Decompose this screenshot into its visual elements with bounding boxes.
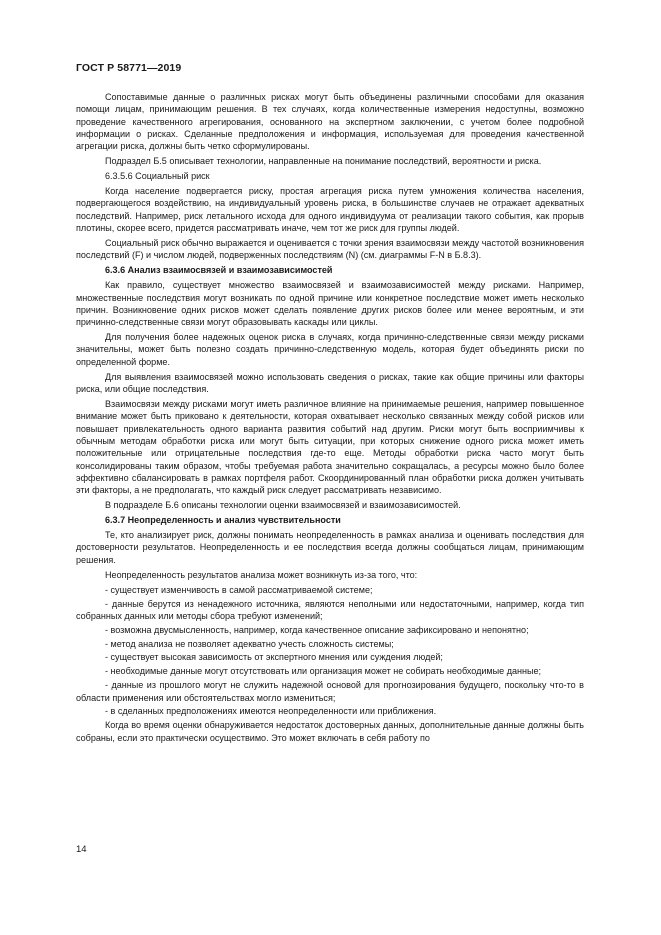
paragraph: Для получения более надежных оценок риска в случаях, когда причинно-следственные связи между рисками значительны, может быть полезно создать причинно-следственную модель, которая будет объединять риски по определенной форме. [76,332,584,367]
paragraph: Взаимосвязи между рисками могут иметь различное влияние на принимаемые решения, например повышенное внимание может быть приковано к деятельности, которая охватывает несколько связанных между собой рисков или повышает привлекательность одного варианта развития событий над другим. Риски могут быть восприимчивы к обычным методам обработки риска или могут быть ситуации, при которых снижение одного риска может иметь положительные или отрицательные последствия где-то еще. Методы обработки риска часто могут быть консолидированы таким образом, чтобы требуемая работа значительно сокращалась, а ресурсы можно было более эффективно сбалансировать в рамках портфеля работ. Скоординированный план обработки риска должен учитывать эти факторы, а не предполагать, что каждый риск следует рассматривать независимо. [76,399,584,496]
list-item: - существует высокая зависимость от экспертного мнения или суждения людей; [105,652,443,663]
paragraph: Как правило, существует множество взаимосвязей и взаимозависимостей между рисками. Например, множественные последствия могут возникать по одной причине или конкретное последствие может иметь несколько причин. Возникновение одних рисков может сделать появление других рисков более или менее вероятным, и эти причинно-следственные связи могут образовывать каскады или циклы. [76,280,584,328]
list-item: - данные берутся из ненадежного источника, являются неполными или недостаточными, например, когда тип собранных данных или методы сбора требуют изменений; [76,598,584,621]
paragraph: Социальный риск обычно выражается и оценивается с точки зрения взаимосвязи между частотой возникновения последствий (F) и числом людей, подверженных последствиям (N) (см. диаграммы F-N в Б.8.3). [76,238,584,261]
list-item: - необходимые данные могут отсутствовать или организация может не собирать необходимые данные; [105,666,542,677]
document-body [76,91,584,747]
paragraph: Сопоставимые данные о различных рисках могут быть объединены различными способами для оказания помощи лицам, принимающим решения. В тех случаях, когда количественные измерения недоступны, возможно проведение качественного агрегирования, основанного на экспертном заключении, с учетом более подробной информации о рисках. Сделанные предположения и информация, используемая для проведения качественной агрегации риска, должны быть четко сформулированы. [76,92,584,152]
paragraph: Для выявления взаимосвязей можно использовать сведения о рисках, такие как общие причины или факторы риска, или общие последствия. [76,371,584,395]
document-header: ГОСТ Р 58771—2019 [76,62,182,74]
subsection-heading: 6.3.5.6 Социальный риск [105,171,210,182]
page-number: 14 [76,844,87,855]
paragraph: Когда во время оценки обнаруживается недостаток достоверных данных, дополнительные данные должны быть собраны, если это практически осуществимо. Это может включать в себя работу по [76,720,584,743]
paragraph: В подразделе Б.6 описаны технологии оценки взаимосвязей и взаимозависимостей. [105,500,461,511]
list-item: - возможна двусмысленность, например, когда качественное описание зафиксировано и непонятно; [105,624,529,635]
list-item: - метод анализа не позволяет адекватно учесть сложность системы; [105,638,394,649]
list-item: - в сделанных предположениях имеются неопределенности или приближения. [105,706,437,717]
section-heading: 6.3.6 Анализ взаимосвязей и взаимозависимостей [105,265,333,276]
paragraph: Те, кто анализирует риск, должны понимать неопределенность в рамках анализа и оценивать последствия для достоверности результатов. Неопределенность и ее последствия всегда должны сообщаться лицам, принимающим решения. [76,530,584,565]
paragraph: Неопределенность результатов анализа может возникнуть из-за того, что: [105,569,418,580]
list-item: - данные из прошлого могут не служить надежной основой для прогнозирования будущего, поскольку что-то в области применения или обстоятельствах могло измениться; [76,680,584,703]
section-heading: 6.3.7 Неопределенность и анализ чувствительности [105,515,341,526]
paragraph: Подраздел Б.5 описывает технологии, направленные на понимание последствий, вероятности и риска. [105,156,542,167]
list-item: - существует изменчивость в самой рассматриваемой системе; [105,584,373,595]
paragraph: Когда население подвергается риску, простая агрегация риска путем умножения количества населения, подвергающегося воздействию, на индивидуальный уровень риска, в большинстве случаев не отражает адекватных последствий. Например, риск летального исхода для одного индивидуума от реализации такого события, как прорыв плотины, скорее всего, придется рассматривать иначе, чем тот же риск для группы людей. [76,186,584,234]
